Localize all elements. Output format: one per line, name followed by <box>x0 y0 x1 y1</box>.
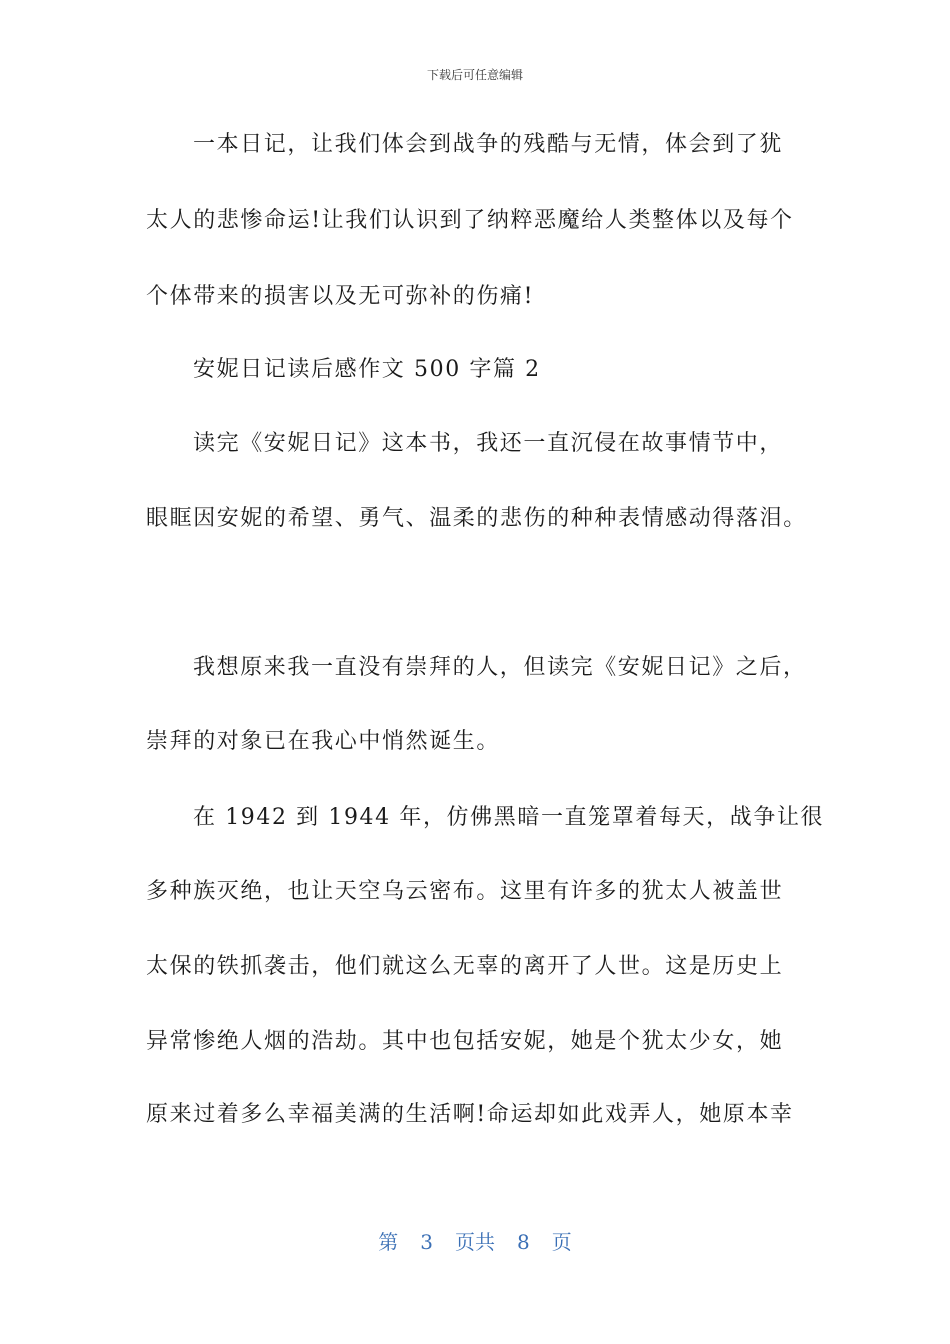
footer-total-pages: 8 <box>517 1230 530 1254</box>
footer-suffix: 页 <box>551 1230 572 1254</box>
text-line-2: 太人的悲惨命运!让我们认识到了纳粹恶魔给人类整体以及每个 <box>146 208 794 233</box>
text-line-10: 多种族灭绝，也让天空乌云密布。这里有许多的犹太人被盖世 <box>146 879 784 904</box>
text-line-3: 个体带来的损害以及无可弥补的伤痛! <box>146 284 535 309</box>
footer-prefix: 第 <box>378 1230 399 1254</box>
text-line-9: 在 1942 到 1944 年，仿佛黑暗一直笼罩着每天，战争让很 <box>193 805 825 830</box>
text-line-1: 一本日记，让我们体会到战争的残酷与无情，体会到了犹 <box>193 132 784 157</box>
text-line-5: 读完《安妮日记》这本书，我还一直沉侵在故事情节中， <box>193 431 784 456</box>
section-heading: 安妮日记读后感作文 500 字篇 2 <box>193 357 541 382</box>
text-line-7: 我想原来我一直没有崇拜的人，但读完《安妮日记》之后， <box>193 655 807 680</box>
text-line-13: 原来过着多么幸福美满的生活啊!命运却如此戏弄人，她原本幸 <box>146 1102 794 1127</box>
text-line-6: 眼眶因安妮的希望、勇气、温柔的悲伤的种种表情感动得落泪。 <box>146 506 807 531</box>
page-footer <box>0 1226 950 1255</box>
text-line-12: 异常惨绝人烟的浩劫。其中也包括安妮，她是个犹太少女，她 <box>146 1029 784 1054</box>
text-line-11: 太保的铁抓袭击，他们就这么无辜的离开了人世。这是历史上 <box>146 954 784 979</box>
footer-middle: 页共 <box>455 1230 495 1254</box>
page-header-note: 下载后可任意编辑 <box>426 68 523 82</box>
footer-current-page: 3 <box>420 1230 433 1254</box>
text-line-8: 崇拜的对象已在我心中悄然诞生。 <box>146 729 501 754</box>
